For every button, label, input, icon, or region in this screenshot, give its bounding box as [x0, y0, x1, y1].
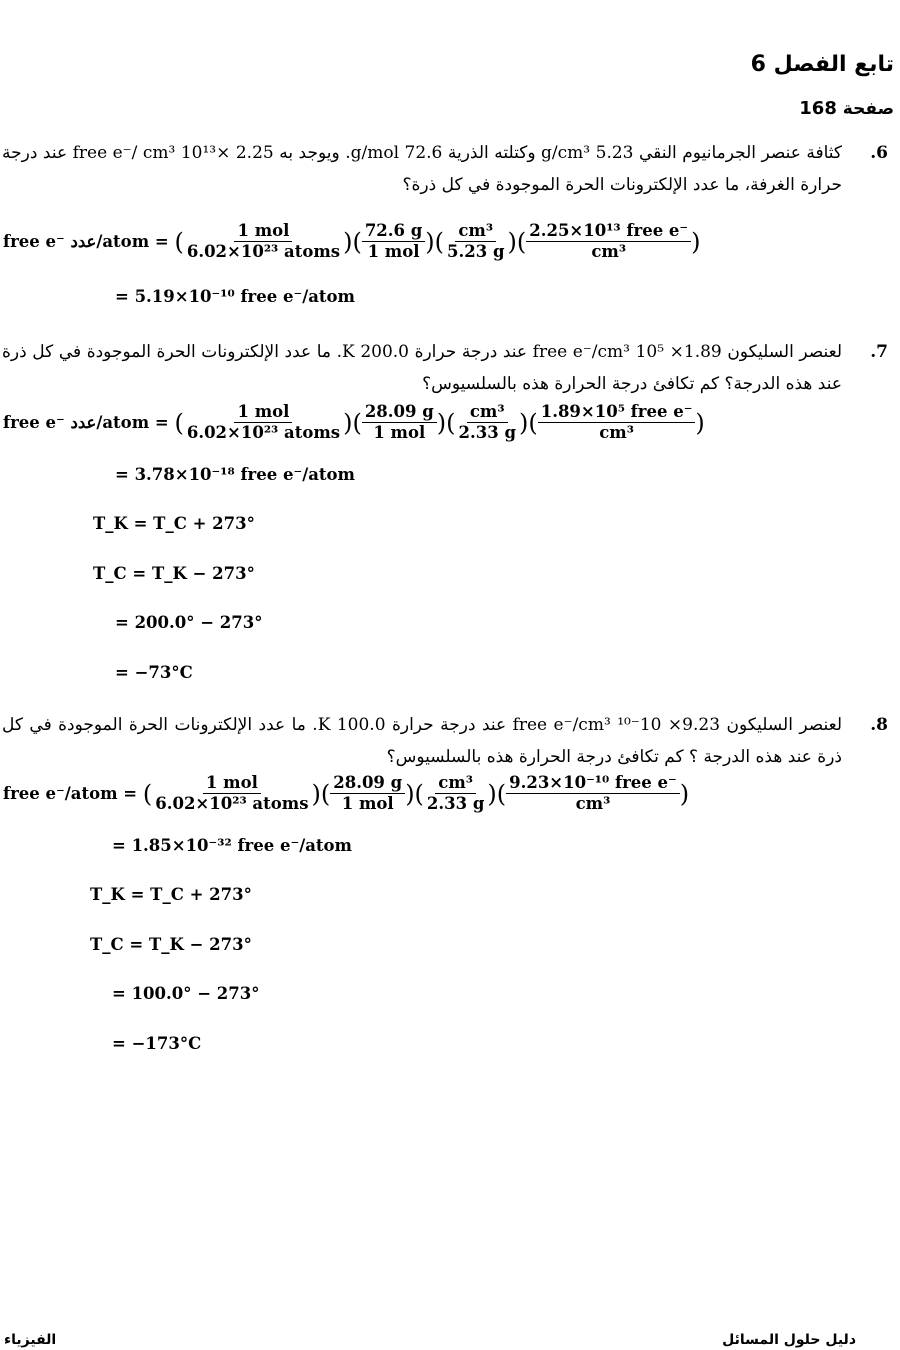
page-label	[799, 98, 894, 119]
substitution-step: = 100.0° − 273°	[112, 984, 260, 1003]
fraction	[538, 403, 696, 442]
problem-6	[2, 137, 888, 201]
kelvin-formula: T_K = T_C + 273°	[90, 885, 252, 904]
substitution-step: = 200.0° − 273°	[115, 613, 263, 632]
final-answer: = −73°C	[115, 663, 193, 682]
equation-lhs: free e⁻ عدد/atom =	[3, 413, 169, 432]
celsius-formula: T_C = T_K − 273°	[93, 564, 255, 583]
page-number: 168	[799, 98, 837, 119]
fraction	[184, 222, 343, 261]
problem-number: 7.	[870, 342, 888, 362]
problem-7	[2, 336, 888, 400]
denominator: 2.33 g	[426, 794, 485, 813]
denominator: 2.33 g	[458, 423, 516, 442]
numerator: 1 mol	[234, 222, 292, 242]
numerator: 9.23×10⁻¹⁰ free e⁻	[506, 774, 680, 794]
fraction	[424, 774, 487, 813]
problem-7-result: = 3.78×10⁻¹⁸ free e⁻/atom	[115, 465, 355, 484]
problem-8-equation: free e⁻/atom = ( $\frac{\text{1 mol}}{\text{6.02×10²³ atoms}}$ )( $\frac{28.09 g}{\text{1 mol}}$ )( $\frac{\text{cm³}}{2.33 g}$ )( $\frac{\text{9.23×10⁻¹⁰ free e⁻}}{\text{cm³}}$ )	[3, 773, 690, 813]
problem-8-result: = 1.85×10⁻³² free e⁻/atom	[112, 836, 352, 855]
problem-number: 6.	[870, 143, 888, 163]
denominator: 6.02×10²³ atoms	[186, 423, 341, 442]
numerator: cm³	[467, 403, 508, 423]
equation-lhs: free e⁻ عدد/atom =	[3, 232, 169, 251]
numerator: 1 mol	[234, 403, 292, 423]
numerator: cm³	[455, 222, 496, 242]
problem-text: لعنصر السليكون 1.89× 10⁵ free e⁻/cm³ عند درجة حرارة 200.0 K. ما عدد الإلكترونات الحرة الموجودة في كل ذرة عند هذه الدرجة؟ كم تكافئ درجة الحرارة هذه بالسلسيوس؟	[2, 342, 843, 394]
fraction	[184, 403, 343, 442]
fraction	[362, 222, 425, 261]
denominator: cm³	[599, 423, 634, 442]
denominator: 6.02×10²³ atoms	[155, 794, 309, 813]
denominator: cm³	[575, 794, 611, 813]
denominator: 1 mol	[367, 242, 420, 261]
problem-6-result: = 5.19×10⁻¹⁰ free e⁻/atom	[115, 287, 355, 306]
numerator: cm³	[435, 774, 476, 794]
problem-text: كثافة عنصر الجرمانيوم النقي 5.23 g/cm³ وكتلته الذرية 72.6 g/mol. ويوجد به 2.25 ×10¹³ free e⁻/ cm³ عند درجة حرارة الغرفة، ما عدد الإلكترونات الحرة الموجودة في كل ذرة؟	[2, 143, 843, 195]
final-answer: = −173°C	[112, 1034, 202, 1053]
fraction	[506, 774, 680, 813]
fraction	[362, 403, 437, 442]
equation-lhs: free e⁻/atom =	[3, 784, 138, 803]
fraction	[330, 774, 405, 813]
numerator: 1.89×10⁵ free e⁻	[538, 403, 696, 423]
problem-6-equation: free e⁻ عدد/atom = ( $\frac{\text{1 mol}}{\text{6.02×10²³ atoms}}$ )( $\frac{72.6 g}{\text{1 mol}}$ )( $\frac{\text{cm³}}{5.23 g}$ )( $\frac{\text{2.25×10¹³ free e⁻}}{\text{cm³}}$ )	[3, 221, 701, 261]
fraction	[152, 774, 311, 813]
footer-book-title: دليل حلول المسائل	[722, 1332, 856, 1348]
kelvin-formula: T_K = T_C + 273°	[93, 514, 255, 533]
numerator: 1 mol	[203, 774, 261, 794]
problem-number: 8.	[870, 715, 888, 735]
numerator: 2.25×10¹³ free e⁻	[526, 222, 691, 242]
problem-8	[2, 709, 888, 773]
page-label-text: صفحة	[842, 99, 894, 119]
denominator: 1 mol	[341, 794, 394, 813]
fraction	[526, 222, 691, 261]
denominator: 6.02×10²³ atoms	[186, 242, 341, 261]
denominator: 5.23 g	[447, 242, 505, 261]
celsius-formula: T_C = T_K − 273°	[90, 935, 252, 954]
problem-text: لعنصر السليكون 9.23× 10⁻¹⁰ free e⁻/cm³ عند درجة حرارة 100.0 K. ما عدد الإلكترونات الحرة الموجودة في كل ذرة عند هذه الدرجة ؟ كم تكافئ درجة الحرارة هذه بالسلسيوس؟	[2, 715, 843, 767]
fraction	[456, 403, 519, 442]
footer-subject: الفيزياء	[4, 1332, 57, 1348]
numerator: 28.09 g	[362, 403, 437, 423]
numerator: 28.09 g	[330, 774, 405, 794]
fraction	[444, 222, 507, 261]
numerator: 72.6 g	[362, 222, 425, 242]
denominator: 1 mol	[373, 423, 426, 442]
denominator: cm³	[591, 242, 627, 261]
chapter-title: تابع الفصل 6	[750, 52, 894, 77]
problem-7-equation: free e⁻ عدد/atom = ( $\frac{\text{1 mol}}{\text{6.02×10²³ atoms}}$ )( $\frac{28.09 g}{\text{1 mol}}$ )( $\frac{\text{cm³}}{2.33 g}$ )( $\frac{\text{1.89×10⁵ free e⁻}}{\text{cm³}}$ )	[3, 402, 705, 442]
